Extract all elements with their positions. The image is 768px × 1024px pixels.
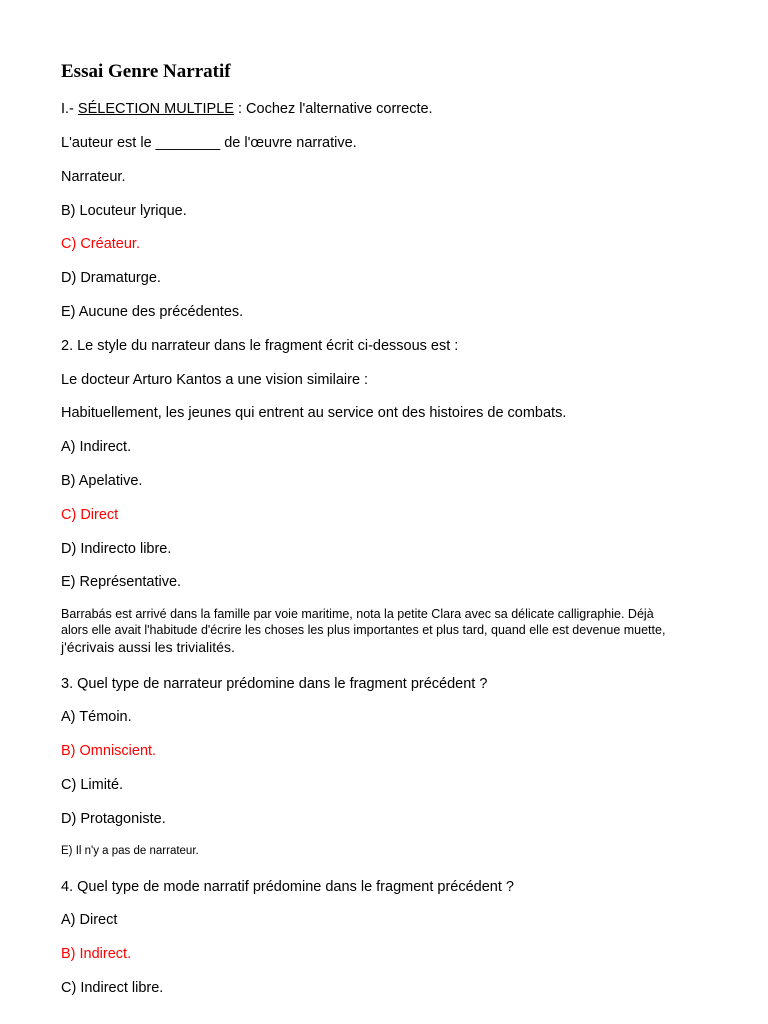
passage-line-2: alors elle avait l'habitude d'écrire les choses les plus importantes et plus tard, quand elle est devenue muette, — [61, 623, 666, 637]
section-heading — [61, 100, 433, 118]
q1-option-d: D) Dramaturge. — [61, 270, 161, 286]
q1-option-a: Narrateur. — [61, 169, 126, 185]
q2-option-e: E) Représentative. — [61, 574, 182, 590]
passage-line-3: j'écrivais aussi les trivialités. — [61, 639, 235, 655]
q4-option-a: A) Direct — [61, 912, 118, 928]
question-1: L'auteur est le ________ de l'œuvre narrative. — [61, 135, 357, 151]
q1-option-c-correct: C) Créateur. — [61, 236, 140, 252]
q2-option-c-correct: C) Direct — [61, 507, 119, 523]
q1-option-e: E) Aucune des précédentes. — [61, 304, 244, 320]
q3-option-c: C) Limité. — [61, 777, 124, 793]
q3-option-a: A) Témoin. — [61, 709, 132, 725]
q4-option-c: C) Indirect libre. — [61, 980, 164, 996]
q2-option-a: A) Indirect. — [61, 439, 132, 455]
document-title: Essai Genre Narratif — [61, 61, 231, 82]
passage — [61, 606, 701, 656]
question-2: 2. Le style du narrateur dans le fragment écrit ci-dessous est : — [61, 338, 459, 354]
q2-fragment-line-1: Le docteur Arturo Kantos a une vision similaire : — [61, 372, 369, 388]
q3-option-b-correct: B) Omniscient. — [61, 743, 157, 759]
q3-option-e: E) Il n'y a pas de narrateur. — [61, 845, 199, 857]
passage-line-1: Barrabás est arrivé dans la famille par voie maritime, nota la petite Clara avec sa délicate calligraphie. Déjà — [61, 607, 654, 621]
question-4: 4. Quel type de mode narratif prédomine dans le fragment précédent ? — [61, 879, 514, 895]
q1-option-b: B) Locuteur lyrique. — [61, 203, 187, 219]
q2-option-d: D) Indirecto libre. — [61, 541, 172, 557]
q2-fragment-line-2: Habituellement, les jeunes qui entrent au service ont des histoires de combats. — [61, 405, 567, 421]
question-3: 3. Quel type de narrateur prédomine dans le fragment précédent ? — [61, 676, 488, 692]
q4-option-b-correct: B) Indirect. — [61, 946, 132, 962]
section-instruction: : Cochez l'alternative correcte. — [233, 101, 433, 117]
section-heading-label: SÉLECTION MULTIPLE — [77, 101, 234, 117]
q2-option-b: B) Apelative. — [61, 473, 143, 489]
section-prefix: I.- — [61, 101, 78, 117]
q3-option-d: D) Protagoniste. — [61, 811, 166, 827]
